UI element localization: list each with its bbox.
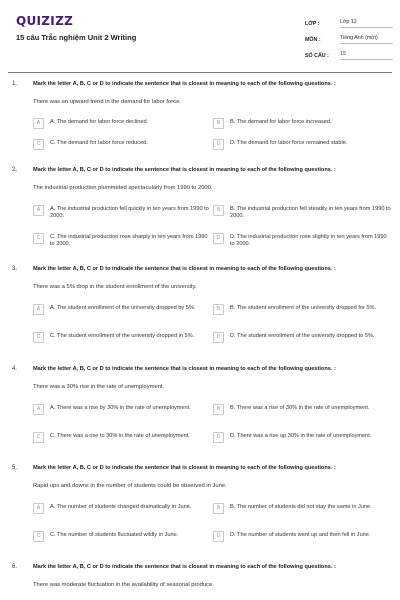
question-number: 5.	[12, 465, 18, 471]
option-letter-box: D	[213, 531, 224, 542]
option-letter-box: A	[33, 404, 44, 415]
worksheet-meta	[305, 16, 393, 64]
question-number: 4.	[12, 366, 18, 372]
option-letter-box: A	[33, 205, 44, 216]
question-number: 1.	[12, 81, 18, 87]
quizizz-logo: QUIZIZZ	[16, 14, 74, 28]
option-text: B. The demand for labor force increased.	[230, 119, 332, 125]
option-text: A. There was a rise by 30% in the rate of unemployment.	[50, 405, 191, 411]
option-letter-box: C	[33, 332, 44, 343]
option-letter-box: D	[213, 332, 224, 343]
option-text: A. The number of students changed dramatically in June.	[50, 504, 192, 510]
question-stem: There was an upward trend in the demand for labor force.	[33, 99, 181, 105]
option-letter-box: C	[33, 139, 44, 150]
option-letter-box: B	[213, 118, 224, 129]
meta-label: MÔN :	[305, 37, 321, 43]
option-text: C. The number of students fluctuated wildly in June.	[50, 532, 179, 538]
option-letter-box: D	[213, 233, 224, 244]
option-letter-box: A	[33, 503, 44, 514]
question-instruction: Mark the letter A, B, C or D to indicate the sentence that is closest in meaning to each of the following questions. :	[33, 564, 336, 570]
option-letter-box: C	[33, 432, 44, 443]
option-text: A. The industrial production fell quickly in ten years from 1990 to 2000.	[50, 206, 209, 219]
question-instruction: Mark the letter A, B, C or D to indicate the sentence that is closest in meaning to each of the following questions. :	[33, 81, 336, 87]
worksheet-title: 15 câu Trắc nghiệm Unit 2 Writing	[16, 33, 137, 42]
option-text: B. The number of students did not stay the same in June.	[230, 504, 372, 510]
question-instruction: Mark the letter A, B, C or D to indicate the sentence that is closest in meaning to each of the following questions. :	[33, 266, 336, 272]
option-letter-box: A	[33, 118, 44, 129]
option-text: B. There was a rise of 30% in the rate of unemployment.	[230, 405, 370, 411]
meta-label: LỚP :	[305, 21, 320, 27]
option-text: D. There was a rise up 30% in the rate of unemployment.	[230, 433, 372, 439]
question-instruction: Mark the letter A, B, C or D to indicate the sentence that is closest in meaning to each of the following questions. :	[33, 167, 336, 173]
option-letter-box: C	[33, 233, 44, 244]
option-letter-box: B	[213, 304, 224, 315]
option-text: C. There was a rise to 30% in the rate of unemployment.	[50, 433, 190, 439]
meta-label: SỐ CÂU :	[305, 53, 329, 59]
option-letter-box: B	[213, 205, 224, 216]
option-text: D. The demand for labor force remained stable.	[230, 140, 348, 146]
worksheet-header	[0, 0, 400, 64]
meta-value: Lớp 12	[340, 18, 393, 28]
header-divider	[8, 72, 392, 73]
option-letter-box: B	[213, 503, 224, 514]
option-text: B. The student enrollment of the university dropped for 5%.	[230, 305, 377, 311]
option-text: C. The industrial production rose sharply in ten years from 1990 to 2000.	[50, 234, 208, 247]
option-text: A. The student enrollment of the university dropped by 5%.	[50, 305, 196, 311]
meta-row-class	[305, 16, 393, 28]
option-text: C. The demand for labor force reduced.	[50, 140, 148, 146]
option-text: D. The industrial production rose slightly in ten years from 1990 to 2000.	[230, 234, 387, 247]
question-stem: There was a 30% rise in the rate of unemployment.	[33, 384, 165, 390]
question-number: 6.	[12, 564, 18, 570]
question-instruction: Mark the letter A, B, C or D to indicate the sentence that is closest in meaning to each of the following questions. :	[33, 465, 336, 471]
option-text: A. The demand for labor force declined.	[50, 119, 149, 125]
option-letter-box: B	[213, 404, 224, 415]
option-text: D. The student enrollment of the university dropped to 5%.	[230, 333, 375, 339]
question-instruction: Mark the letter A, B, C or D to indicate the sentence that is closest in meaning to each of the following questions. :	[33, 366, 336, 372]
option-letter-box: D	[213, 432, 224, 443]
meta-value: Tiếng Anh (mới)	[340, 34, 393, 44]
question-stem: There was moderate fluctuation in the availability of seasonal produce.	[33, 582, 214, 588]
question-stem: Rapid ups and downs in the number of students could be observed in June.	[33, 483, 227, 489]
option-text: C. The student enrollment of the university dropped in 5%.	[50, 333, 195, 339]
meta-row-count	[305, 48, 393, 60]
question-stem: There was a 5% drop in the student enrollment of the university.	[33, 284, 197, 290]
question-number: 3.	[12, 266, 18, 272]
option-letter-box: A	[33, 304, 44, 315]
meta-row-subject	[305, 32, 393, 44]
question-stem: The industrial production plummeted spectacularly from 1990 to 2000.	[33, 185, 213, 191]
option-text: D. The number of students went up and then fell in June.	[230, 532, 371, 538]
question-number: 2.	[12, 167, 18, 173]
option-letter-box: C	[33, 531, 44, 542]
meta-value: 15	[340, 50, 393, 60]
option-text: B. The industrial production fell steadily in ten years from 1990 to 2000.	[230, 206, 391, 219]
option-letter-box: D	[213, 139, 224, 150]
